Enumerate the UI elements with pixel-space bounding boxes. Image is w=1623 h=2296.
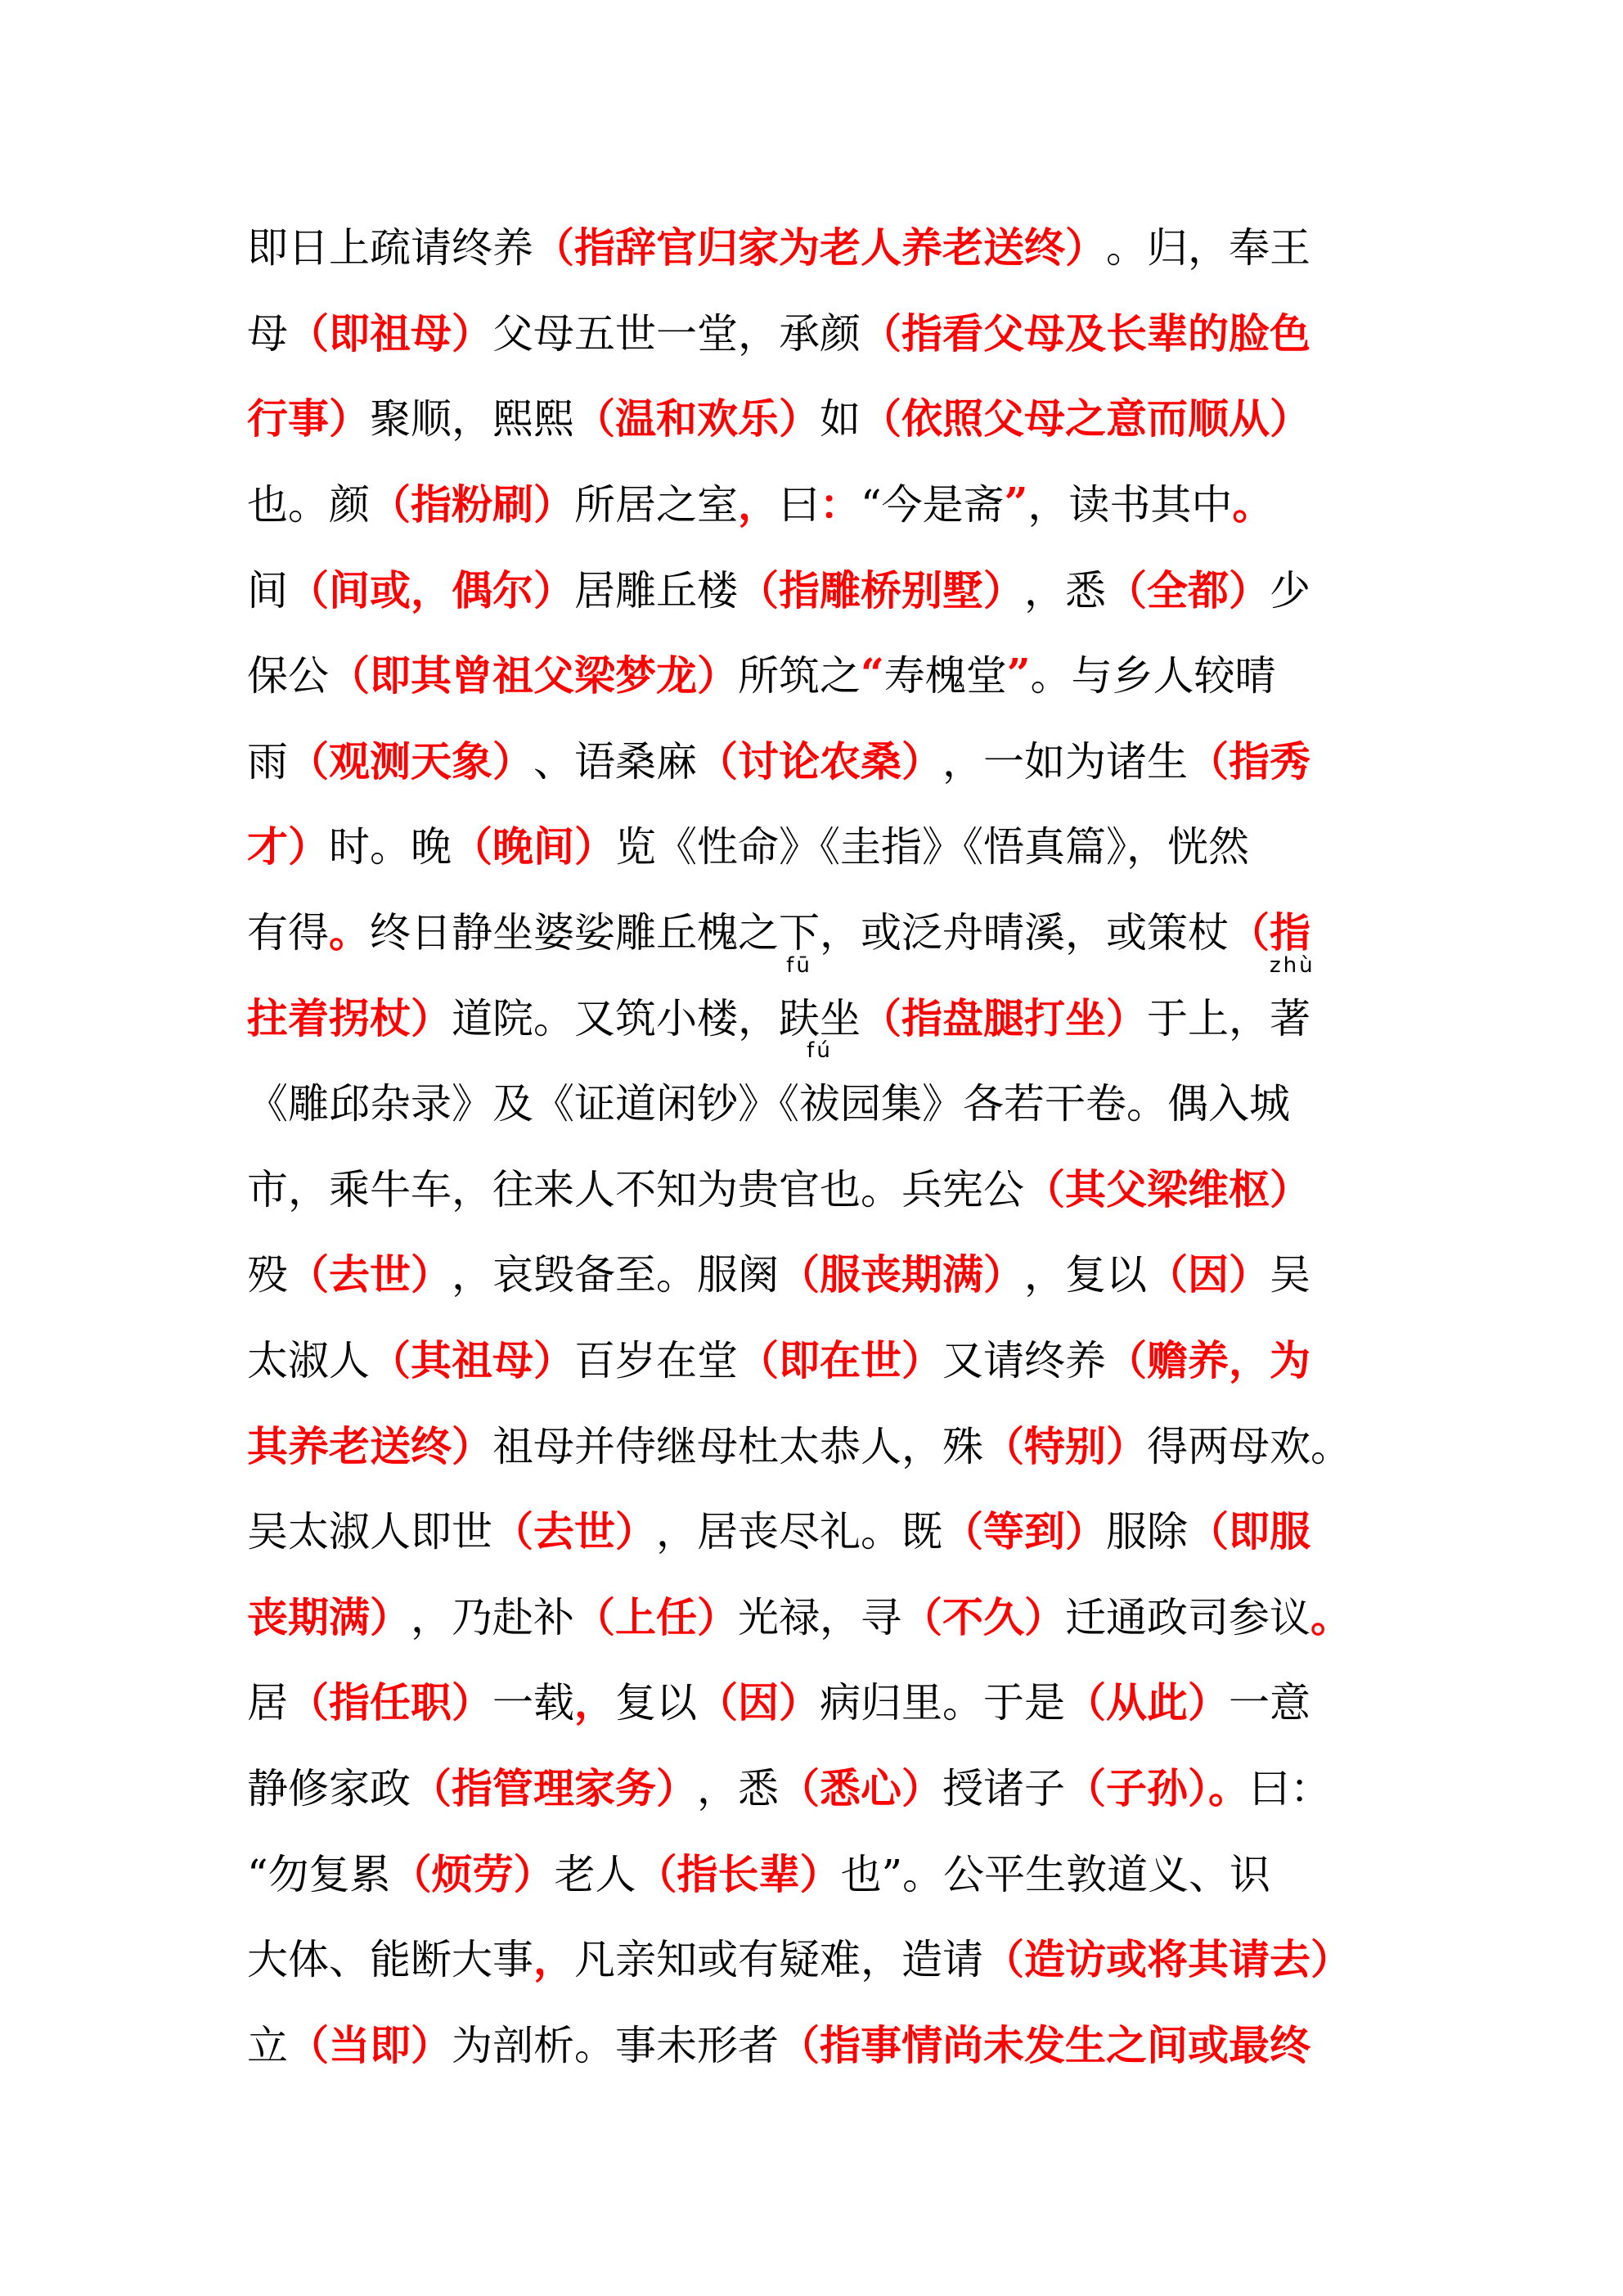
annotation-text: （其父梁维枢） [1024, 1164, 1311, 1213]
text-line [247, 459, 1392, 545]
original-text: 坐 [820, 994, 861, 1042]
annotation-text: （其祖母） [370, 1336, 574, 1385]
original-text [1270, 952, 1315, 1045]
annotation-text: 拄着拐杖） [247, 993, 452, 1042]
annotation-text: （指长辈） [636, 1849, 841, 1898]
original-text: 道院。又筑小楼， [452, 994, 779, 1042]
original-text: 曰 [779, 481, 820, 529]
original-text: 少 [1270, 566, 1311, 615]
annotation-text: （不久） [901, 1592, 1065, 1641]
annotation-text: （全都） [1106, 565, 1270, 615]
annotation-text: 丧期满） [247, 1592, 411, 1641]
original-text: 也。颜 [247, 481, 370, 529]
original-text: 殁 [247, 1251, 288, 1299]
original-text: 园集》各若干卷。偶入城 [840, 1080, 1290, 1128]
original-text: 凡亲知或有疑难，造请 [574, 1936, 983, 1984]
original-text: “勿复累 [247, 1850, 391, 1898]
annotation-text: ： [820, 480, 861, 529]
original-text: 。归，奉王 [1106, 224, 1311, 272]
annotation-text: （特别） [983, 1421, 1147, 1470]
annotation-text: （温和欢乐） [574, 394, 820, 443]
text-line [247, 1229, 1392, 1315]
text-line [247, 887, 1392, 973]
text-line [247, 1400, 1392, 1486]
original-text: 母 [247, 309, 288, 358]
original-text: 市，乘牛车，往来人不知为贵官也。兵宪公 [247, 1165, 1024, 1213]
original-text [779, 952, 820, 1045]
pinyin-annotation: fú [807, 1038, 833, 1064]
annotation-text: 。 [329, 908, 370, 957]
original-text: 太淑人 [247, 1337, 370, 1385]
original-text: 大体、能断大事 [247, 1936, 533, 1984]
annotation-text: （造访或将其请去） [983, 1935, 1351, 1984]
original-text: 、语桑麻 [533, 737, 697, 786]
annotation-text: （从此） [1065, 1678, 1229, 1727]
annotation-text: 。 [1232, 480, 1274, 529]
original-text: 寿槐堂 [883, 652, 1007, 700]
text-line [247, 1038, 1392, 1144]
annotation-text: （晚间） [452, 822, 615, 871]
original-text [799, 1038, 840, 1130]
text-line [247, 1144, 1392, 1230]
annotation-text: （间或，偶尔） [288, 565, 574, 615]
original-text: 览《性命》《圭指》《悟真篇》，恍然 [615, 823, 1249, 871]
original-text: 又请终养 [942, 1337, 1106, 1385]
original-text: 有得 [247, 909, 329, 957]
annotation-text: （因） [1147, 1250, 1270, 1299]
annotation-text: （赡养，为 [1106, 1336, 1311, 1385]
text-line [247, 630, 1392, 716]
annotation-text: （即其曾祖父梁梦龙） [329, 651, 738, 700]
annotation-text: ， [738, 480, 779, 529]
annotation-text: （等到） [942, 1507, 1106, 1556]
original-text: ，哀毁备至。服阕 [452, 1251, 779, 1299]
original-text: ，居丧尽礼。既 [656, 1508, 942, 1556]
original-text: 为剖析。事未形者 [452, 2021, 779, 2069]
text-line [247, 1743, 1392, 1829]
original-text: 间 [247, 566, 288, 615]
annotation-text: （服丧期满） [779, 1250, 1024, 1299]
original-text: ，悉 [697, 1764, 779, 1812]
ruby-base-character: 著 [1270, 994, 1311, 1042]
annotation-text: 其养老送终） [247, 1421, 492, 1470]
original-text: 一意 [1229, 1679, 1311, 1727]
text-line [247, 1657, 1392, 1743]
annotation-text: （去世） [492, 1507, 656, 1556]
original-text: 如 [820, 395, 861, 443]
text-line [247, 1572, 1392, 1658]
original-text: 《雕邱杂录》及《证道闲钞》《 [247, 1080, 799, 1128]
original-text: 迁通政司参议 [1065, 1593, 1311, 1641]
annotated-classical-text [247, 202, 1392, 2085]
annotation-text: （指辞官归家为老人养老送终） [533, 223, 1106, 272]
original-text: 静修家政 [247, 1764, 411, 1812]
original-text: “今是斋 [861, 481, 1005, 529]
ruby-base-character: 祓 [799, 1080, 840, 1128]
annotation-text: （指雕桥别墅） [738, 565, 1024, 615]
annotation-text: （当即） [288, 2020, 452, 2069]
pinyin-annotation: fū [786, 952, 812, 978]
annotation-text: （指管理家务） [411, 1763, 697, 1812]
original-text: 祖母并侍继母杜太恭人，殊 [492, 1422, 983, 1470]
annotation-text: （观测天象） [288, 736, 533, 786]
annotation-text: （指粉刷） [370, 480, 574, 529]
annotation-text: （即祖母） [288, 308, 492, 358]
original-text: 时。晚 [329, 823, 452, 871]
text-line [247, 1828, 1392, 1914]
annotation-text: （即在世） [738, 1336, 942, 1385]
original-text: 光禄，寻 [738, 1593, 901, 1641]
text-line [247, 1315, 1392, 1401]
original-text: 聚顺，熙熙 [370, 395, 574, 443]
original-text: 父母五世一堂，承颜 [492, 309, 861, 358]
original-text: 复以 [615, 1679, 697, 1727]
original-text: ，悉 [1024, 566, 1106, 615]
annotation-text: （指事情尚未发生之间或最终 [779, 2020, 1311, 2069]
text-line [247, 801, 1392, 887]
text-line [247, 544, 1392, 630]
text-line [247, 716, 1392, 802]
original-text: 居 [247, 1679, 288, 1727]
original-text: 保公 [247, 652, 329, 700]
ruby-base-character: 趺 [779, 994, 820, 1042]
original-text: 所筑之 [738, 652, 861, 700]
original-text: 也”。公平生敦道义、识 [840, 1850, 1271, 1898]
original-text: 吴太淑人即世 [247, 1508, 492, 1556]
original-text: 于上， [1147, 994, 1270, 1042]
annotation-text: （悉心） [779, 1763, 942, 1812]
text-line [247, 1999, 1392, 2085]
annotation-text: （指看父母及长辈的脸色 [861, 308, 1311, 358]
annotation-text: （上任） [574, 1592, 738, 1641]
annotation-text: ” [1006, 648, 1031, 697]
original-text: 曰： [1249, 1764, 1331, 1812]
original-text: 百岁在堂 [574, 1337, 738, 1385]
original-text: 授诸子 [942, 1764, 1065, 1812]
annotation-text: （去世） [288, 1250, 452, 1299]
annotation-text: （依照父母之意而顺从） [861, 394, 1311, 443]
original-text: 服除 [1106, 1508, 1188, 1556]
text-line [247, 288, 1392, 374]
annotation-text: 。 [1311, 1592, 1351, 1641]
original-text: 。与乡人较晴 [1030, 652, 1276, 700]
original-text: 一载 [492, 1679, 574, 1727]
annotation-text: （讨论农桑） [697, 736, 942, 786]
annotation-text: ， [533, 1935, 574, 1984]
text-line [247, 1914, 1392, 2000]
text-line [247, 202, 1392, 288]
original-text: 吴 [1270, 1251, 1311, 1299]
annotation-text: 行事） [247, 394, 370, 443]
annotation-text: （因） [697, 1678, 820, 1727]
annotation-text: ” [1004, 477, 1028, 526]
original-text: 即日上疏请终养 [247, 224, 533, 272]
original-text: 所居之室 [574, 481, 738, 529]
original-text: 得两母欢。 [1147, 1422, 1351, 1470]
annotation-text: （指 [1229, 908, 1311, 957]
annotation-text: ， [574, 1678, 615, 1727]
original-text: ，复以 [1024, 1251, 1147, 1299]
original-text: ，读书其中 [1027, 481, 1233, 529]
annotation-text: （即服 [1188, 1507, 1311, 1556]
original-text: 老人 [554, 1850, 636, 1898]
annotation-text: 才） [247, 822, 329, 871]
annotation-text: （烦劳） [390, 1849, 555, 1898]
text-line [247, 373, 1392, 459]
annotation-text: （指盘腿打坐） [861, 993, 1147, 1042]
annotation-text: （指任职） [288, 1678, 492, 1727]
original-text: 立 [247, 2021, 288, 2069]
original-text: 雨 [247, 737, 288, 786]
original-text: 病归里。于是 [820, 1679, 1065, 1727]
original-text: ，乃赴补 [411, 1593, 574, 1641]
annotation-text: （子孙）。 [1065, 1763, 1249, 1812]
annotation-text: （指秀 [1188, 736, 1311, 786]
pinyin-annotation: zhù [1270, 952, 1315, 978]
original-text: 居雕丘楼 [574, 566, 738, 615]
text-line [247, 1486, 1392, 1572]
original-text: ，一如为诸生 [942, 737, 1188, 786]
original-text: 终日静坐婆娑雕丘槐之下，或泛舟晴溪，或策杖 [370, 909, 1229, 957]
annotation-text: “ [861, 648, 884, 697]
